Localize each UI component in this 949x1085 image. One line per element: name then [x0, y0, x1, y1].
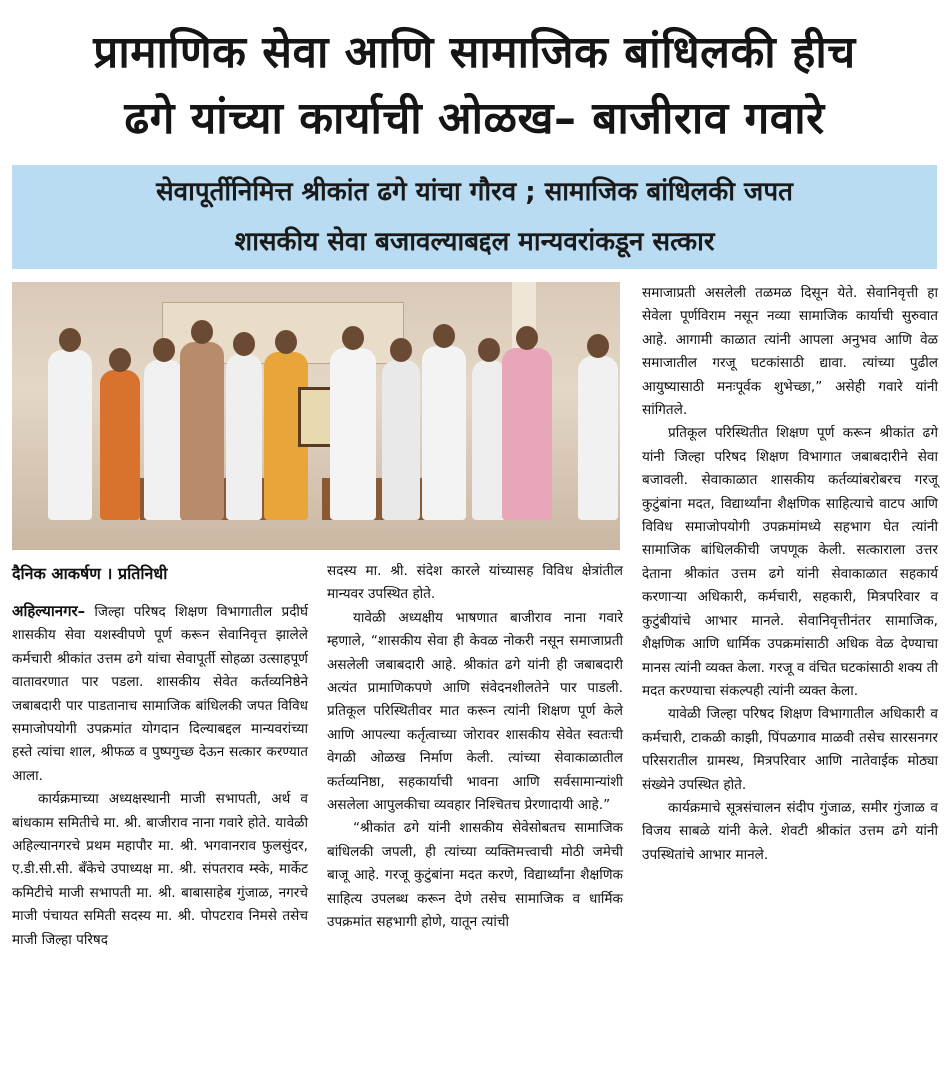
article-column-1 [12, 600, 308, 952]
byline: दैनिक आकर्षण । प्रतिनिधी [12, 564, 168, 583]
article-column-2 [327, 560, 623, 935]
headline-line-2: ढगे यांच्या कार्याची ओळख– बाजीराव गवारे [124, 93, 825, 144]
event-photo [12, 282, 620, 550]
headline [0, 20, 949, 152]
article-paragraph-text: जिल्हा परिषद शिक्षण विभागातील प्रदीर्घ शासकीय सेवा यशस्वीपणे पूर्ण करून सेवानिवृत्त झालेले कर्मचारी श्रीकांत उत्तम ढगे यांचा सेवापूर्ती सोहळा उत्साहपूर्ण वातावरणात पार पडला. शासकीय सेवेत कर्तव्यनिष्ठेने जबाबदारी पार पाडतानाच सामाजिक बांधिलकी जपत विविध समाजोपयोगी उपक्रमांत योगदान दिल्याबद्दल मान्यवरांच्या हस्ते त्यांचा शाल, श्रीफळ व पुष्पगुच्छ देऊन सत्कार करण्यात आला. [12, 604, 308, 784]
article-paragraph: “श्रीकांत ढगे यांनी शासकीय सेवेसोबतच सामाजिक बांधिलकी जपली, ही त्यांच्या व्यक्तिमत्त्वाची मोठी जमेची बाजू आहे. गरजू कुटुंबांना मदत करणे, विद्यार्थ्यांना शैक्षणिक साहित्य उपलब्ध करून देणे तसेच सामाजिक व धार्मिक उपक्रमांत सहभागी होणे, यातून त्यांची [327, 820, 623, 931]
dateline: अहिल्यानगर– [12, 602, 86, 620]
photo-person [48, 350, 92, 520]
photo-person [502, 348, 552, 520]
article-paragraph: यावेळी जिल्हा परिषद शिक्षण विभागातील अधिकारी व कर्मचारी, टाकळी काझी, पिंपळगाव माळवी तसेच सारसनगर परिसरातील ग्रामस्थ, मित्रपरिवार आणि नातेवाईक मोठ्या संख्येने उपस्थित होते. [642, 706, 938, 793]
photo-person [382, 360, 420, 520]
photo-person [100, 370, 140, 520]
photo-person [180, 342, 224, 520]
headline-line-1: प्रामाणिक सेवा आणि सामाजिक बांधिलकी हीच [93, 27, 856, 78]
article-paragraph [12, 600, 308, 788]
article-paragraph: कार्यक्रमाच्या अध्यक्षस्थानी माजी सभापती, अर्थ व बांधकाम समितीचे मा. श्री. बाजीराव नाना गवारे होते. यावेळी अहिल्यानगरचे प्रथम महापौर मा. श्री. भगवानराव फुलसुंदर, ए.डी.सी.सी. बँकेचे उपाध्यक्ष मा. श्री. संपतराव म्स्के, मार्केट कमिटीचे माजी सभापती मा. श्री. बाबासाहेब गुंजाळ, नगरचे माजी पंचायत समिती सदस्य मा. श्री. पोपटराव निमसे तसेच माजी जिल्हा परिषद [12, 791, 308, 948]
article-paragraph: कार्यक्रमाचे सूत्रसंचालन संदीप गुंजाळ, समीर गुंजाळ व विजय साबळे यांनी केले. शेवटी श्रीकांत उत्तम ढगे यांनी उपस्थितांचे आभार मानले. [642, 799, 938, 863]
photo-person [422, 346, 466, 520]
photo-person [472, 360, 506, 520]
article-paragraph: समाजाप्रती असलेली तळमळ दिसून येते. सेवानिवृत्ती हा सेवेला पूर्णविराम नसून नव्या सामाजिक कार्याची सुरुवात आहे. आगामी काळात त्यांनी आपला अनुभव आणि वेळ समाजातील गरजू घटकांसाठी द्यावा. त्यांच्या पुढील आयुष्यासाठी मनःपूर्वक शुभेच्छा,” असेही गवारे यांनी सांगितले. [642, 285, 938, 419]
subheadline-line-1: सेवापूर्तीनिमित्त श्रीकांत ढगे यांचा गौरव ; सामाजिक बांधिलकी जपत [156, 177, 793, 207]
subheadline-line-2: शासकीय सेवा बजावल्याबद्दल मान्यवरांकडून सत्कार [234, 227, 715, 257]
photo-person [144, 360, 184, 520]
article-paragraph: सदस्य मा. श्री. संदेश कारले यांच्यासह विविध क्षेत्रांतील मान्यवर उपस्थित होते. [327, 563, 623, 603]
photo-person [330, 348, 376, 520]
article-column-3 [642, 282, 938, 867]
photo-person [578, 356, 618, 520]
subheadline-box [12, 165, 937, 269]
article-paragraph: यावेळी अध्यक्षीय भाषणात बाजीराव नाना गवारे म्हणाले, “शासकीय सेवा ही केवळ नोकरी नसून समाजाप्रती असलेली जबाबदारी आहे. श्रीकांत ढगे यांनी ही जबाबदारी अत्यंत प्रामाणिकपणे आणि संवेदनशीलतेने पार पाडली. प्रतिकूल परिस्थितीवर मात करून त्यांनी शिक्षण पूर्ण केले आणि आपल्या कर्तृत्वाच्या जोरावर शासकीय सेवेत स्वतःची वेगळी ओळख निर्माण केली. त्यांच्या सेवाकाळातील कर्तव्यनिष्ठा, सहकार्याची भावना आणि सर्वसामान्यांशी असलेला आपुलकीचा व्यवहार निश्चितच प्रेरणादायी आहे.” [327, 609, 623, 814]
article-paragraph: प्रतिकूल परिस्थितीत शिक्षण पूर्ण करून श्रीकांत ढगे यांनी जिल्हा परिषद शिक्षण विभागात जबाबदारीने सेवा बजावली. सेवाकाळात शासकीय कर्तव्यांबरोबरच गरजू कुटुंबांना मदत, विद्यार्थ्यांना शैक्षणिक साहित्याचे वाटप आणि विविध समाजोपयोगी उपक्रमांमध्ये सहभाग घेत त्यांनी सामाजिक बांधिलकीची जपणूक केली. सत्काराला उत्तर देताना श्रीकांत उत्तम ढगे यांनी सेवाकाळात सहकार्य करणाऱ्या अधिकारी, कर्मचारी, सहकारी, मित्रपरिवार व कुटुंबीयांचे आभार मानले. सेवानिवृत्तीनंतर सामाजिक, शैक्षणिक आणि धार्मिक उपक्रमांसाठी अधिक वेळ देण्याचा मानस त्यांनी व्यक्त केला. गरजू व वंचित घटकांसाठी शक्य ती मदत करण्याचा संकल्पही त्यांनी व्यक्त केला. [642, 425, 938, 699]
photo-person [226, 354, 262, 520]
